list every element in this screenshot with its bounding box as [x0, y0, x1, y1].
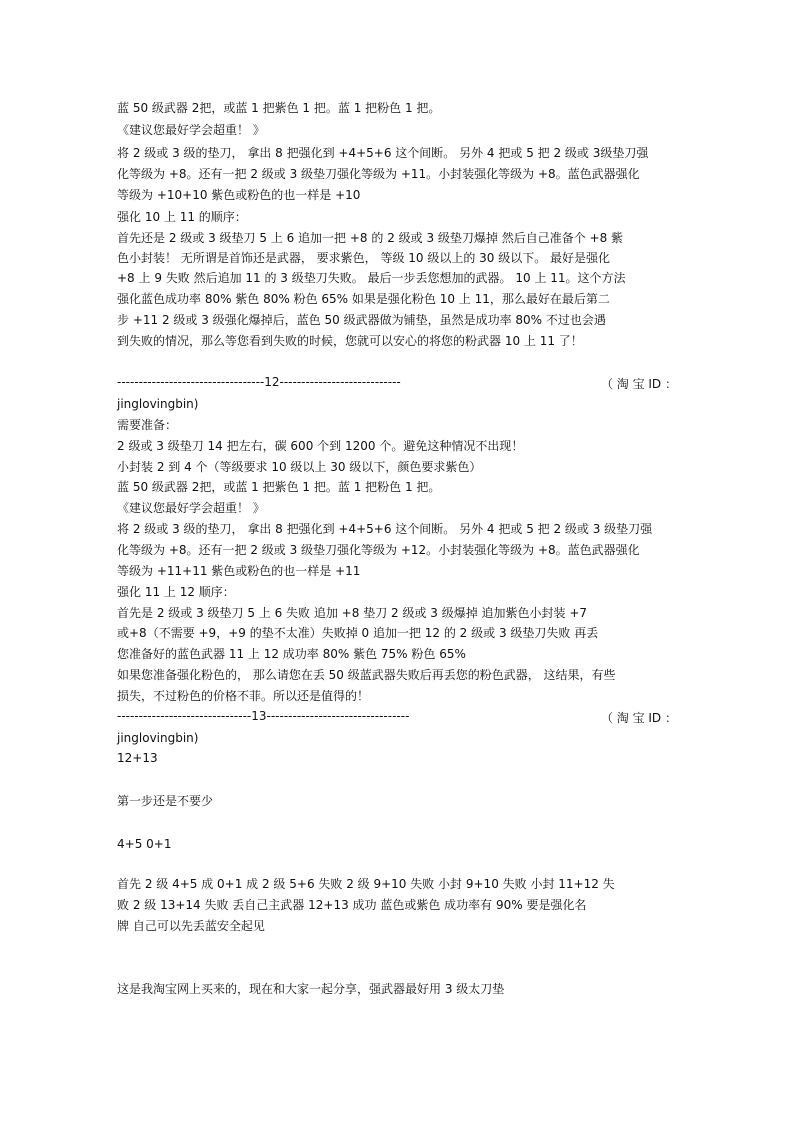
text-line: 首先 2 级 4+5 成 0+1 成 2 级 5+6 失败 2 级 9+10 失败 小封 9+10 失败 小封 11+12 失 [117, 877, 615, 891]
text-line: 首先还是 2 级或 3 级垫刀 5 上 6 追加一把 +8 的 2 级或 3 级垫刀爆掉 然后自己准备个 +8 紫 [117, 231, 624, 245]
section-separator: ----------------------------------12---------------------------- [117, 375, 401, 389]
taobao-id-value: jinglovingbin) [117, 397, 199, 411]
text-line: 首先是 2 级或 3 级垫刀 5 上 6 失败 追加 +8 垫刀 2 级或 3 级爆掉 追加紫色小封装 +7 [117, 606, 588, 620]
text-line: 化等级为 +8。还有一把 2 级或 3 级垫刀强化等级为 +11。小封装强化等级为 +8。蓝色武器强化 [117, 167, 640, 181]
section-heading: 强化 10 上 11 的顺序： [117, 210, 247, 224]
text-line: 牌 自己可以先丢蓝安全起见 [117, 919, 265, 933]
section-heading: 强化 11 上 12 顺序： [117, 585, 235, 599]
text-line: 损失，不过粉色的价格不菲。所以还是值得的！ [117, 689, 370, 703]
text-line: 第一步还是不要少 [117, 794, 214, 808]
taobao-id-value: jinglovingbin) [117, 731, 199, 745]
section-heading: 12+13 [117, 751, 158, 765]
taobao-id-label: （ 淘 宝 ID ： [600, 711, 677, 725]
text-line: 化等级为 +8。还有一把 2 级或 3 级垫刀强化等级为 +12。小封装强化等级为 +8。蓝色武器强化 [117, 543, 640, 557]
taobao-id-label: （ 淘 宝 ID ： [600, 377, 677, 391]
text-line: 蓝 50 级武器 2把，或蓝 1 把紫色 1 把。蓝 1 把粉色 1 把。 [117, 101, 441, 115]
text-line: 等级为 +10+10 紫色或粉色的也一样是 +10 [117, 188, 361, 202]
text-line: 小封装 2 到 4 个（等级要求 10 级以上 30 级以下，颜色要求紫色） [117, 460, 482, 474]
text-line: 或+8（不需要 +9，+9 的垫不太准）失败掉 0 追加一把 12 的 2 级或 3 级垫刀失败 再丢 [117, 626, 599, 640]
text-line: 蓝 50 级武器 2把，或蓝 1 把紫色 1 把。蓝 1 把粉色 1 把。 [117, 480, 441, 494]
text-line: 您准备好的蓝色武器 11 上 12 成功率 80% 紫色 75% 粉色 65% [117, 647, 466, 661]
text-line: 将 2 级或 3 级的垫刀， 拿出 8 把强化到 +4+5+6 这个间断。 另外 4 把或 5 把 2 级或 3级垫刀强 [117, 146, 649, 160]
text-line: 将 2 级或 3 级的垫刀， 拿出 8 把强化到 +4+5+6 这个间断。 另外 4 把或 5 把 2 级或 3 级垫刀强 [117, 522, 653, 536]
text-line: 2 级或 3 级垫刀 14 把左右，碳 600 个到 1200 个。避免这种情况不出现！ [117, 439, 524, 453]
section-separator: -------------------------------13--------------------------------- [117, 709, 410, 723]
text-line: 强化蓝色成功率 80% 紫色 80% 粉色 65% 如果是强化粉色 10 上 11，那么最好在最后第二 [117, 292, 610, 306]
text-line: 到失败的情况，那么等您看到失败的时候，您就可以安心的将您的粉武器 10 上 11 了！ [117, 334, 583, 348]
footer-note: 这是我淘宝网上买来的，现在和大家一起分享，强武器最好用 3 级太刀垫 [117, 982, 505, 996]
text-line: 等级为 +11+11 紫色或粉色的也一样是 +11 [117, 564, 361, 578]
text-line: 败 2 级 13+14 失败 丢自己主武器 12+13 成功 蓝色或紫色 成功率有 90% 要是强化名 [117, 898, 587, 912]
text-line: 需要准备： [117, 418, 178, 432]
text-line: 步 +11 2 级或 3 级强化爆掉后，蓝色 50 级武器做为铺垫，虽然是成功率 80% 不过也会遇 [117, 313, 606, 327]
text-line: 《建议您最好学会超重！ 》 [117, 123, 265, 137]
text-line: 《建议您最好学会超重！ 》 [117, 501, 265, 515]
text-line: +8 上 9 失败 然后追加 11 的 3 级垫刀失败。 最后一步丢您想加的武器。 10 上 11。这个方法 [117, 271, 626, 285]
text-line: 4+5 0+1 [117, 837, 172, 851]
text-line: 色小封装！ 无所谓是首饰还是武器， 要求紫色， 等级 10 级以上的 30 级以下。 最好是强化 [117, 251, 611, 265]
text-line: 如果您准备强化粉色的， 那么请您在丢 50 级蓝武器失败后再丢您的粉色武器， 这结果，有些 [117, 668, 616, 682]
